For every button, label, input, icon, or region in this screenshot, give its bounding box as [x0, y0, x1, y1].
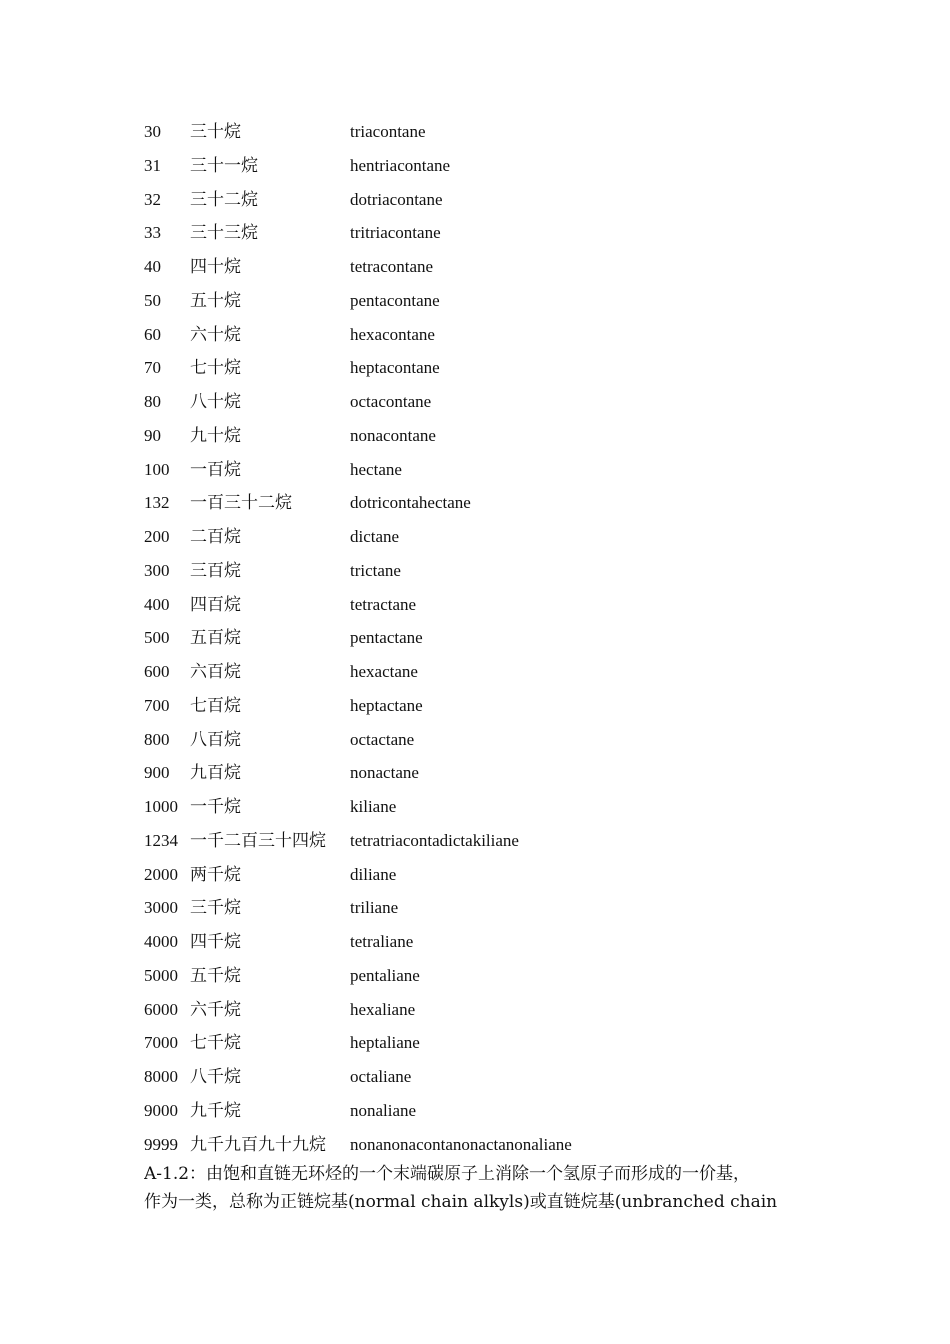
table-row	[144, 456, 844, 490]
chinese-name: 一百烷	[190, 459, 241, 480]
english-name: tetratriacontadictakiliane	[350, 830, 519, 850]
chinese-name: 四百烷	[190, 594, 241, 615]
carbon-count: 30	[144, 122, 161, 141]
chinese-name: 四千烷	[190, 932, 241, 952]
table-row	[144, 557, 844, 591]
chinese-name: 八百烷	[190, 729, 241, 750]
chinese-name: 七十烷	[190, 358, 241, 379]
chinese-name: 五百烷	[190, 628, 241, 649]
carbon-count: 7000	[144, 1033, 178, 1053]
carbon-count: 1000	[144, 797, 178, 816]
chinese-name: 九千九百九十九烷	[190, 1134, 326, 1155]
english-name: kiliane	[350, 797, 397, 816]
carbon-count: 300	[144, 560, 170, 580]
english-name: hexaliane	[350, 999, 416, 1019]
english-name: hectane	[350, 459, 402, 479]
table-row	[144, 996, 844, 1030]
carbon-count: 1234	[144, 830, 178, 850]
table-row	[144, 321, 844, 355]
carbon-count: 60	[144, 324, 161, 344]
english-name: pentaliane	[350, 965, 420, 985]
section-paragraph	[144, 1160, 810, 1216]
carbon-count: 200	[144, 527, 170, 546]
carbon-count: 132	[144, 493, 170, 513]
chinese-name: 三十二烷	[190, 189, 258, 210]
table-row	[144, 422, 844, 456]
english-name: nonanonacontanonactanonaliane	[350, 1134, 572, 1154]
chinese-name: 三十一烷	[190, 155, 258, 176]
table-row	[144, 1097, 844, 1131]
chinese-name: 九十烷	[190, 425, 241, 446]
english-name: dictane	[350, 527, 400, 546]
table-row	[144, 726, 844, 760]
carbon-count: 80	[144, 392, 161, 411]
chinese-name: 五千烷	[190, 965, 241, 986]
carbon-count: 9000	[144, 1100, 178, 1120]
chinese-name: 三十烷	[190, 122, 241, 142]
carbon-count: 8000	[144, 1067, 178, 1086]
carbon-count: 3000	[144, 898, 178, 918]
table-row	[144, 624, 844, 658]
english-name: hexactane	[350, 662, 418, 681]
table-row	[144, 928, 844, 962]
table-row	[144, 388, 844, 422]
chinese-name: 七千烷	[190, 1033, 241, 1054]
table-row	[144, 1029, 844, 1063]
chinese-name: 六百烷	[190, 662, 241, 682]
carbon-count: 2000	[144, 864, 178, 884]
carbon-count: 100	[144, 459, 170, 479]
english-name: triliane	[350, 898, 399, 918]
carbon-count: 50	[144, 290, 161, 310]
carbon-count: 70	[144, 358, 161, 378]
carbon-count: 4000	[144, 932, 178, 951]
table-row	[144, 894, 844, 928]
table-row	[144, 962, 844, 996]
chinese-name: 三十三烷	[190, 223, 258, 244]
table-row	[144, 287, 844, 321]
english-name: diliane	[350, 864, 397, 884]
chinese-name: 二百烷	[190, 527, 241, 547]
carbon-count: 6000	[144, 999, 178, 1019]
table-row	[144, 692, 844, 726]
table-row	[144, 827, 844, 861]
table-row	[144, 793, 844, 827]
carbon-count: 400	[144, 594, 170, 614]
english-name: trictane	[350, 560, 401, 580]
chinese-name: 六十烷	[190, 324, 241, 345]
table-row	[144, 489, 844, 523]
english-name: nonactane	[350, 763, 419, 783]
chinese-name: 七百烷	[190, 695, 241, 716]
english-name: pentacontane	[350, 290, 440, 310]
english-name: heptacontane	[350, 358, 440, 378]
english-name: tetracontane	[350, 257, 434, 276]
paragraph-line: 作为一类，总称为正链烷基(normal chain alkyls)或直链烷基(unbranched chain	[144, 1192, 778, 1212]
chinese-name: 四十烷	[190, 257, 241, 277]
english-name: pentactane	[350, 628, 423, 648]
table-row	[144, 591, 844, 625]
table-row	[144, 861, 844, 895]
chinese-name: 一百三十二烷	[190, 493, 292, 514]
table-row	[144, 253, 844, 287]
english-name: dotricontahectane	[350, 493, 471, 513]
chinese-name: 八千烷	[190, 1067, 241, 1087]
english-name: heptaliane	[350, 1033, 420, 1053]
carbon-count: 90	[144, 425, 161, 445]
chinese-name: 六千烷	[190, 999, 241, 1020]
table-row	[144, 1063, 844, 1097]
table-row	[144, 354, 844, 388]
table-row	[144, 523, 844, 557]
chinese-name: 一千二百三十四烷	[190, 830, 326, 851]
carbon-count: 900	[144, 763, 170, 783]
chinese-name: 八十烷	[190, 392, 241, 412]
english-name: hentriacontane	[350, 155, 451, 175]
carbon-count: 800	[144, 729, 170, 749]
carbon-count: 9999	[144, 1134, 178, 1154]
english-name: octaliane	[350, 1067, 412, 1086]
english-name: triacontane	[350, 122, 426, 141]
chinese-name: 三千烷	[190, 898, 241, 919]
chinese-name: 两千烷	[190, 864, 241, 885]
carbon-count: 700	[144, 695, 170, 715]
chinese-name: 三百烷	[190, 560, 241, 581]
english-name: octacontane	[350, 392, 432, 411]
table-row	[144, 658, 844, 692]
chinese-name: 九百烷	[190, 763, 241, 784]
table-row	[144, 186, 844, 220]
chinese-name: 五十烷	[190, 290, 241, 311]
alkane-name-table	[144, 118, 844, 1164]
chinese-name: 九千烷	[190, 1100, 241, 1121]
carbon-count: 33	[144, 223, 161, 243]
english-name: nonaliane	[350, 1100, 417, 1120]
table-row	[144, 219, 844, 253]
english-name: tetraliane	[350, 932, 414, 951]
english-name: tritriacontane	[350, 223, 441, 243]
chinese-name: 一千烷	[190, 797, 241, 817]
carbon-count: 500	[144, 628, 170, 648]
carbon-count: 600	[144, 662, 170, 681]
carbon-count: 31	[144, 155, 161, 175]
paragraph-line: A-1.2：由饱和直链无环烃的一个末端碳原子上消除一个氢原子而形成的一价基，	[144, 1164, 751, 1184]
table-row	[144, 118, 844, 152]
english-name: octactane	[350, 729, 415, 749]
english-name: hexacontane	[350, 324, 435, 344]
table-row	[144, 759, 844, 793]
english-name: heptactane	[350, 695, 423, 715]
english-name: dotriacontane	[350, 189, 443, 209]
english-name: nonacontane	[350, 425, 436, 445]
english-name: tetractane	[350, 594, 417, 614]
carbon-count: 5000	[144, 965, 178, 985]
carbon-count: 32	[144, 189, 161, 209]
carbon-count: 40	[144, 257, 161, 276]
table-row	[144, 152, 844, 186]
